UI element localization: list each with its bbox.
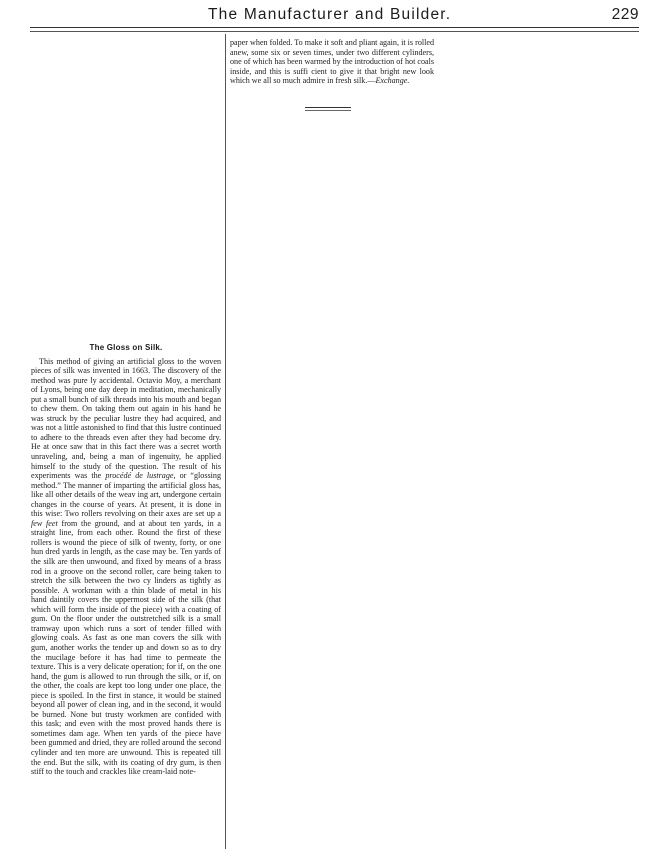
source-credit: Exchange.	[375, 76, 410, 86]
body-text-part-2: or “glossing method.” The manner of imparting the artificial gloss has, like all other details of the weav ing art, undergone certain changes in the course of years. At present, it is done in this wise: Two rollers revolving on their axes are set up a	[31, 471, 221, 519]
header-rule-secondary	[30, 31, 639, 32]
left-column	[31, 343, 221, 777]
body-text-part-3: from the ground, and at about ten yards, in a straight line, from each other. Round the first of these rollers is wound the piece of silk of twenty, forty, or one hun dred yards in length, as the case may be. Ten yards of the silk are then unwound, and fixed by means of a brass rod in a groove on the second roller, care being taken to stretch the silk between the two cy linders as tightly as possible. A workman with a thin blade of metal in his hand daintily covers the uppermost side of the silk (that which will form the inside of the piece) with a coating of gum. On the floor under the outstretched silk is a small tramway upon which runs a sort of tender filled with glowing coals. As fast as one man covers the silk with gum, another works the tender up and down so as to dry the mucilage before it has had time to permeate the texture. This is a very delicate operation; for if, on the one hand, the gum is allowed to run through the silk, or if, on the other, the coals are kept too long under one place, the piece is spoiled. In the first in stance, it would be stained beyond all power of clean ing, and in the second, it would be burned. None but trusty workmen are confided with this task; and even with the most proved hands there is sometimes dam age. When ten yards of the piece have been gummed and dried, they are rolled around the second cylinder and ten more are unwound. This is repeated till the end. But the silk, with its coating of dry gum, is then stiff to the touch and crackles like cream-laid note-	[31, 518, 221, 777]
continued-paragraph	[230, 38, 434, 86]
right-column	[230, 38, 434, 86]
article-end-rule	[305, 107, 351, 108]
body-text-part-1: This method of giving an artificial gloss to the woven pieces of silk was invented in 1663. The discovery of the method was pure ly accidental. Octavio Moy, a merchant of Lyons, being one day deep in meditation, mechanically put a small bunch of silk threads into his mouth and began to chew them. On taking them out again in his hand he was struck by the peculiar lustre they had acquired, and was not a little astonished to find that this lustre continued to adhere to the threads even after they had become dry. He at once saw that in this fact there was a secret worth unraveling, and, being a man of ingenuity, he applied himself to the study of the question. The result of his experiments was the	[31, 356, 221, 481]
column-divider	[225, 34, 226, 849]
article-title: The Gloss on Silk.	[89, 343, 163, 352]
header-rule	[30, 27, 639, 28]
article-end-rule-secondary	[305, 110, 351, 111]
journal-title: The Manufacturer and Builder.	[208, 6, 452, 23]
continued-text: paper when folded. To make it soft and pliant again, it is rolled anew, some six or seven times, under two different cylinders, one of which has been warmed by the introduction of hot coals inside, and this is suffi cient to give it that bright new look which we all so much admire in fresh silk.—	[230, 38, 434, 86]
page-number: 229	[611, 6, 639, 23]
article-body	[31, 357, 221, 777]
french-term: procédé de lustrage,	[105, 471, 176, 481]
italic-phrase: few feet	[31, 518, 58, 528]
